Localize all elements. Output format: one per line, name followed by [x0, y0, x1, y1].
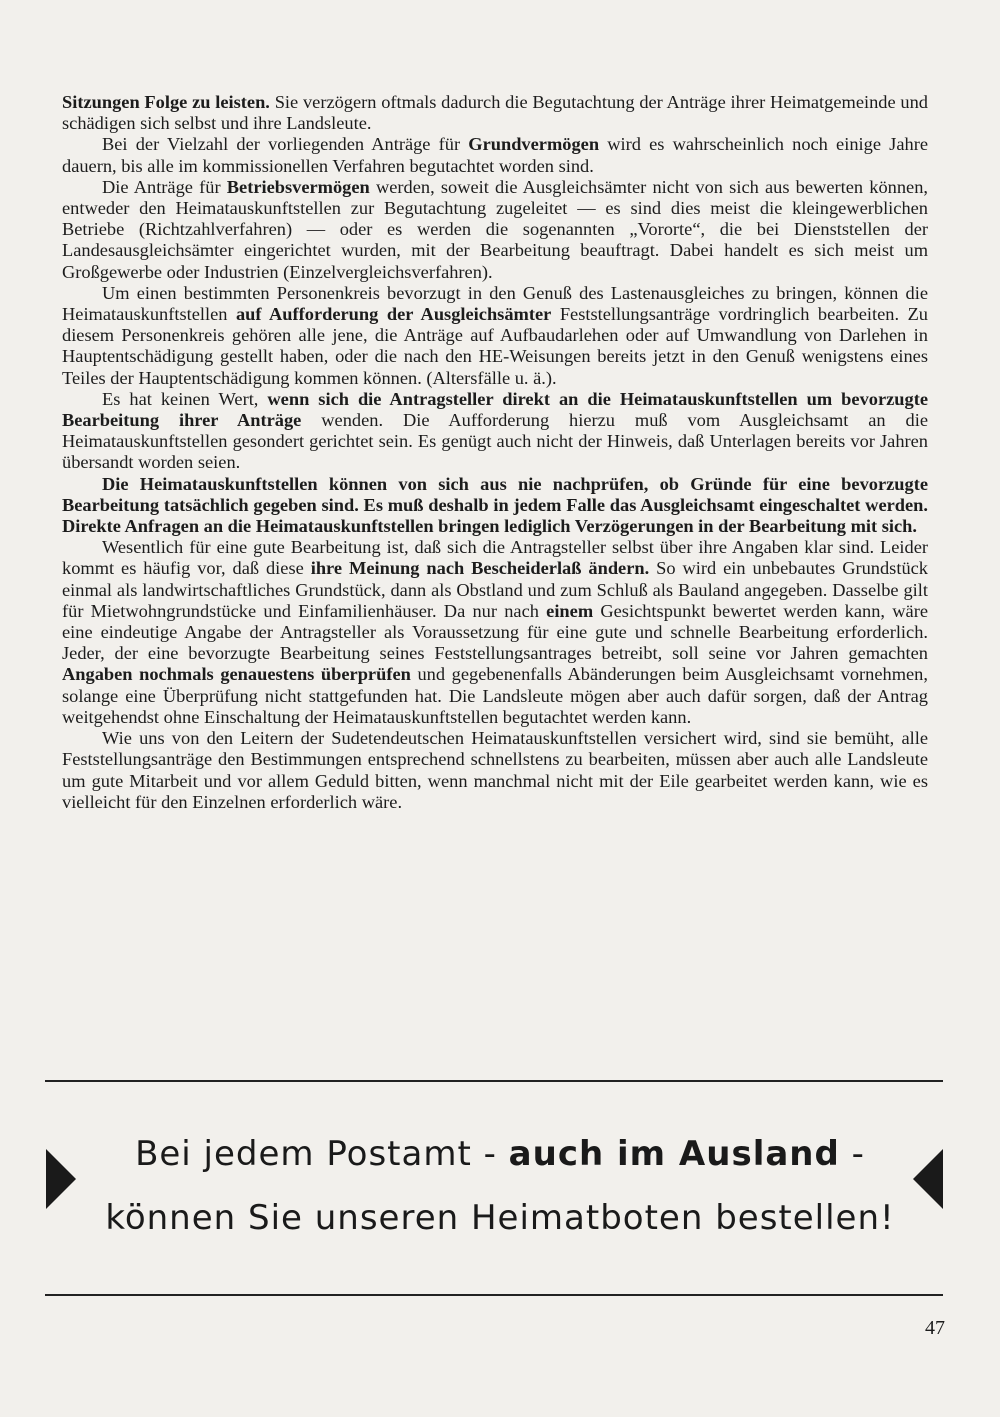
article-body — [62, 92, 928, 813]
paragraph-7: Wesentlich für eine gute Bearbeitung ist, daß sich die Antragsteller selbst über ihre Angaben klar sind. Leider kommt es häufig vor, daß diese ihre Meinung nach Bescheiderlaß ändern. So wird ein unbebautes Grundstück einmal als landwirtschaftliches Grundstück, dann als Obstland und zum Schluß als Bauland angegeben. Dasselbe gilt für Mietwohngrundstücke und Einfamilienhäuser. Da nur nach einem Gesichtspunkt bewertet werden kann, wäre eine eindeutige Angabe der Antragsteller als Voraussetzung für eine gute und schnelle Bearbeitung erforderlich. Jeder, der eine bevorzugte Bearbeitung seines Feststellungsantrages betreibt, soll seine vor Jahren gemachten Angaben nochmals genauestens überprüfen und gegebenenfalls Abänderungen beim Ausgleichsamt vornehmen, solange eine Überprüfung nicht stattgefunden hat. Die Landsleute mögen aber auch dafür sorgen, daß der Antrag weitgehendst ohne Einschaltung der Heimatauskunftstellen begutachtet werden kann. — [62, 537, 929, 727]
advert-line-1: Bei jedem Postamt - auch im Ausland - — [135, 1134, 865, 1174]
paragraph-1: Sitzungen Folge zu leisten. Sie verzögern oftmals dadurch die Begutachtung der Anträge ihrer Heimatgemeinde und schädigen sich selbst und ihre Landsleute. — [62, 92, 929, 134]
paragraph-8: Wie uns von den Leitern der Sudetendeutschen Heimatauskunftstellen versichert wird, sind sie bemüht, alle Feststellungsanträge den Bestimmungen entsprechend schnellstens zu bearbeiten, müssen aber auch alle Landsleute um gute Mitarbeit und vor allem Geduld bitten, wenn manchmal nicht mit der Eile gearbeitet werden kann, wie es vielleicht für den Einzelnen erforderlich wäre. — [62, 728, 928, 812]
advert-top-rule — [45, 1080, 943, 1082]
page-number: 47 — [925, 1317, 945, 1339]
paragraph-5: Es hat keinen Wert, wenn sich die Antragsteller direkt an die Heimatauskunftstellen um bevorzugte Bearbeitung ihrer Anträge wenden. Die Aufforderung hierzu muß vom Ausgleichsamt an die Heimatauskunftstellen gesondert gerichtet sein. Es genügt auch nicht der Hinweis, daß Unterlagen bereits vor Jahren übersandt worden seien. — [62, 388, 928, 473]
advert-line-2: können Sie unseren Heimatboten bestellen! — [105, 1198, 895, 1238]
paragraph-6: Die Heimatauskunftstellen können von sich aus nie nachprüfen, ob Gründe für eine bevorzugte Bearbeitung tatsächlich gegeben sind. Es muß deshalb in jedem Falle das Ausgleichsamt eingeschaltet werden. Direkte Anfragen an die Heimatauskunftstellen bringen lediglich Verzögerungen in der Bearbeitung mit sich. — [62, 473, 928, 537]
paragraph-3: Die Anträge für Betriebsvermögen werden, soweit die Ausgleichsämter nicht von sich aus bewerten können, entweder den Heimatauskunftstellen zur Begutachtung zugeleitet — es sind dies meist die kleingewerblichen Betriebe (Richtzahlverfahren) — oder es werden die sogenannten „Vororte“, die bei Dienststellen der Landesausgleichsämter eingerichtet wurden, mit der Bearbeitung beauftragt. Dabei handelt es sich meist um Großgewerbe oder Industrien (Einzelvergleichsverfahren). — [62, 176, 928, 282]
paragraph-4: Um einen bestimmten Personenkreis bevorzugt in den Genuß des Lastenausgleiches zu bringen, können die Heimatauskunftstellen auf Aufforderung der Ausgleichsämter Feststellungsanträge vordringlich bearbeiten. Zu diesem Personenkreis gehören alle jene, die Anträge auf Aufbaudarlehen oder auf Umwandlung von Darlehen in Hauptentschädigung gestellt haben, oder die nach den HE-Weisungen bereits jetzt in den Genuß wenigstens eines Teiles der Hauptentschädigung kommen können. (Altersfälle u. ä.). — [62, 282, 928, 388]
paragraph-2: Bei der Vielzahl der vorliegenden Anträge für Grundvermögen wird es wahrscheinlich noch einige Jahre dauern, bis alle im kommissionellen Verfahren begutachtet worden sind. — [62, 134, 928, 176]
advert-bottom-rule — [45, 1294, 943, 1296]
